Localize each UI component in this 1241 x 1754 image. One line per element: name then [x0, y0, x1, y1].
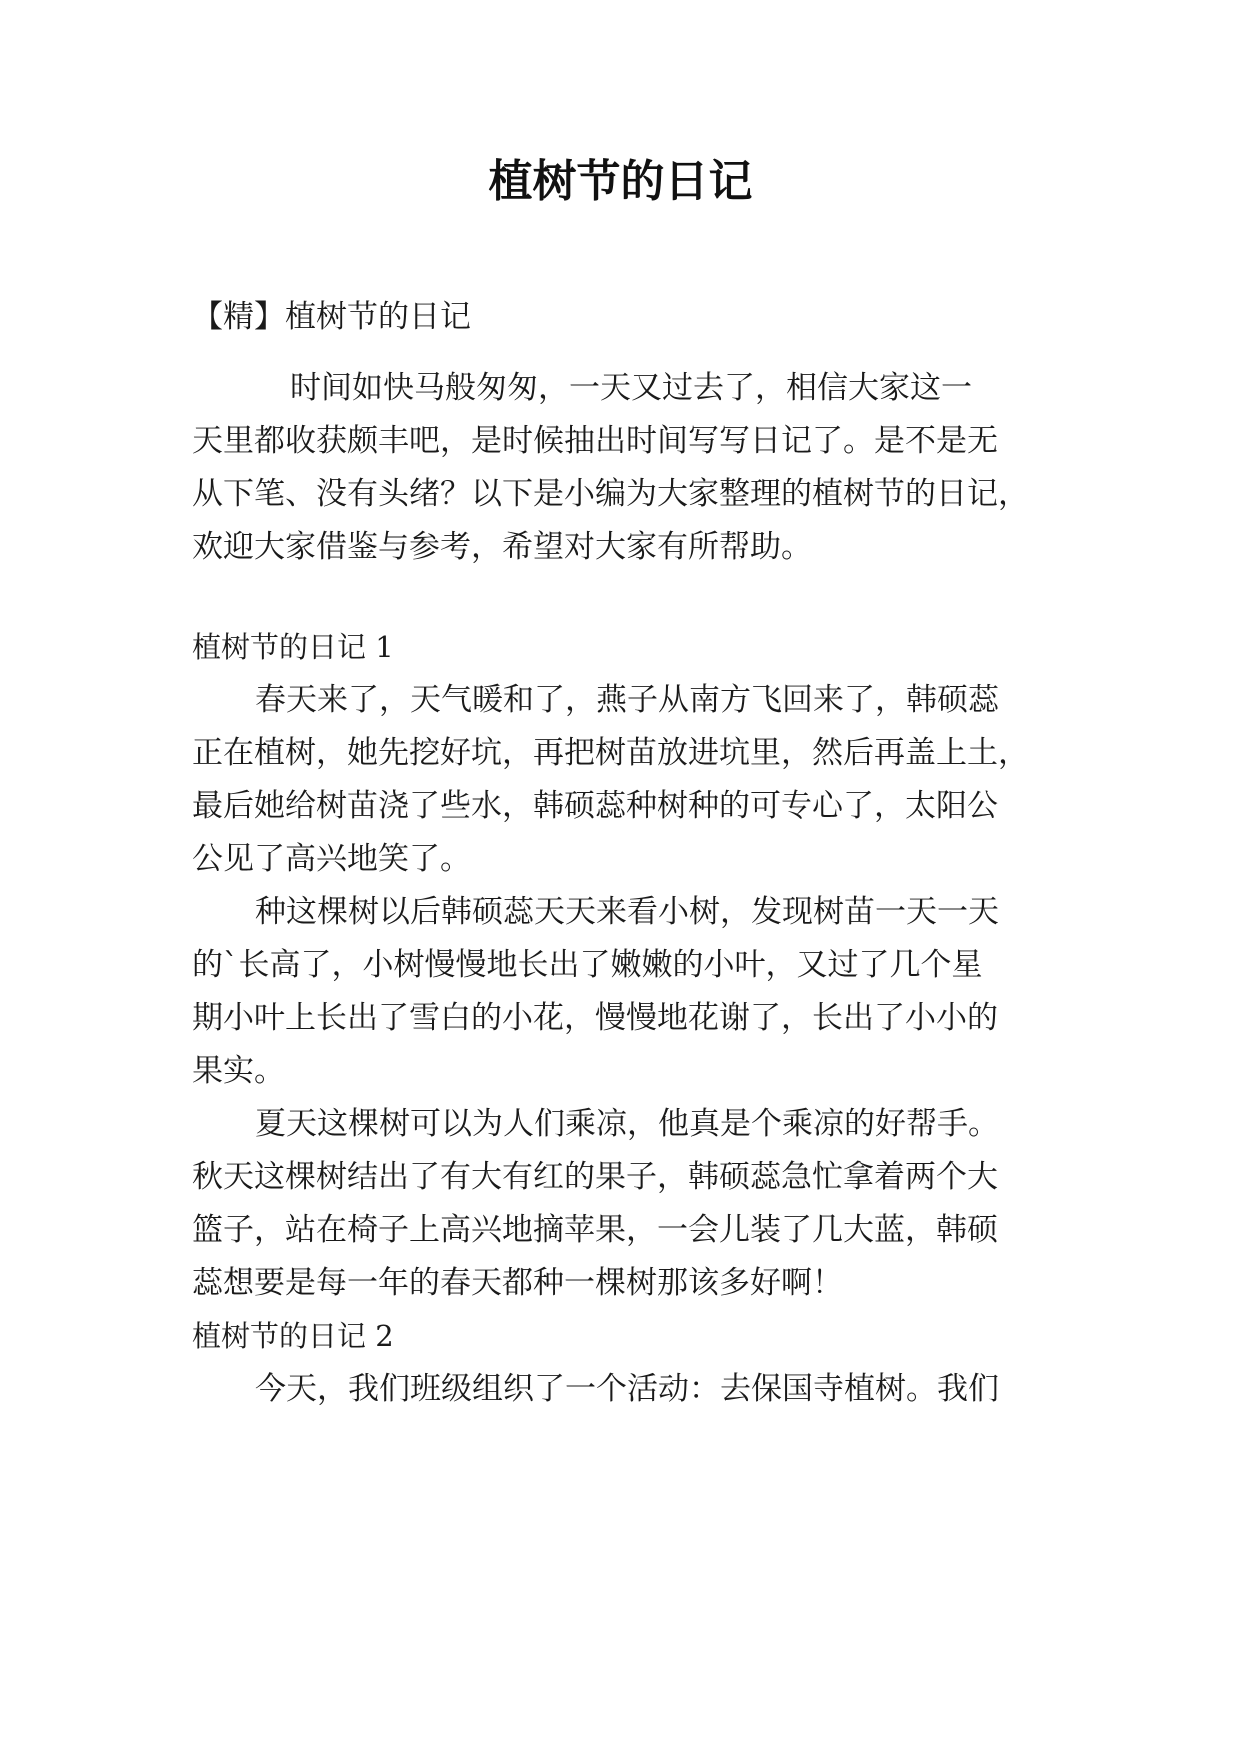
entry-1-paragraph-3-line: 秋天这棵树结出了有大有红的果子，韩硕蕊急忙拿着两个大	[192, 1159, 998, 1195]
intro-line: 欢迎大家借鉴与参考，希望对大家有所帮助。	[192, 529, 812, 565]
entry-1-paragraph-1-line: 最后她给树苗浇了些水，韩硕蕊种树种的可专心了，太阳公	[192, 788, 998, 824]
entry-1-paragraph-2-line: 种这棵树以后韩硕蕊天天来看小树，发现树苗一天一天	[255, 894, 999, 930]
entry-2-heading: 植树节的日记 2	[192, 1319, 394, 1353]
intro-line: 时间如快马般匆匆，一天又过去了，相信大家这一	[290, 370, 972, 406]
intro-line: 天里都收获颇丰吧，是时候抽出时间写写日记了。是不是无	[192, 423, 998, 459]
entry-1-paragraph-2-line: 的`长高了，小树慢慢地长出了嫩嫩的小叶，又过了几个星	[192, 947, 983, 983]
entry-1-paragraph-2-line: 果实。	[192, 1053, 285, 1089]
entry-1-heading: 植树节的日记 1	[192, 630, 394, 664]
document-subtitle: 【精】植树节的日记	[192, 299, 471, 335]
entry-1-paragraph-2-line: 期小叶上长出了雪白的小花，慢慢地花谢了，长出了小小的	[192, 1000, 998, 1036]
entry-1-paragraph-1-line: 正在植树，她先挖好坑，再把树苗放进坑里，然后再盖上土，	[192, 735, 1029, 771]
intro-line: 从下笔、没有头绪？以下是小编为大家整理的植树节的日记，	[192, 476, 1029, 512]
entry-1-paragraph-3-line: 蕊想要是每一年的春天都种一棵树那该多好啊！	[192, 1265, 843, 1301]
entry-1-paragraph-3-line: 夏天这棵树可以为人们乘凉，他真是个乘凉的好帮手。	[255, 1106, 999, 1142]
entry-1-paragraph-1-line: 公见了高兴地笑了。	[192, 841, 471, 877]
entry-1-paragraph-1-line: 春天来了，天气暖和了，燕子从南方飞回来了，韩硕蕊	[255, 682, 999, 718]
entry-2-paragraph-1-line: 今天，我们班级组织了一个活动：去保国寺植树。我们	[255, 1371, 999, 1407]
entry-1-paragraph-3-line: 篮子，站在椅子上高兴地摘苹果，一会儿装了几大蓝，韩硕	[192, 1212, 998, 1248]
document-title: 植树节的日记	[488, 156, 753, 207]
